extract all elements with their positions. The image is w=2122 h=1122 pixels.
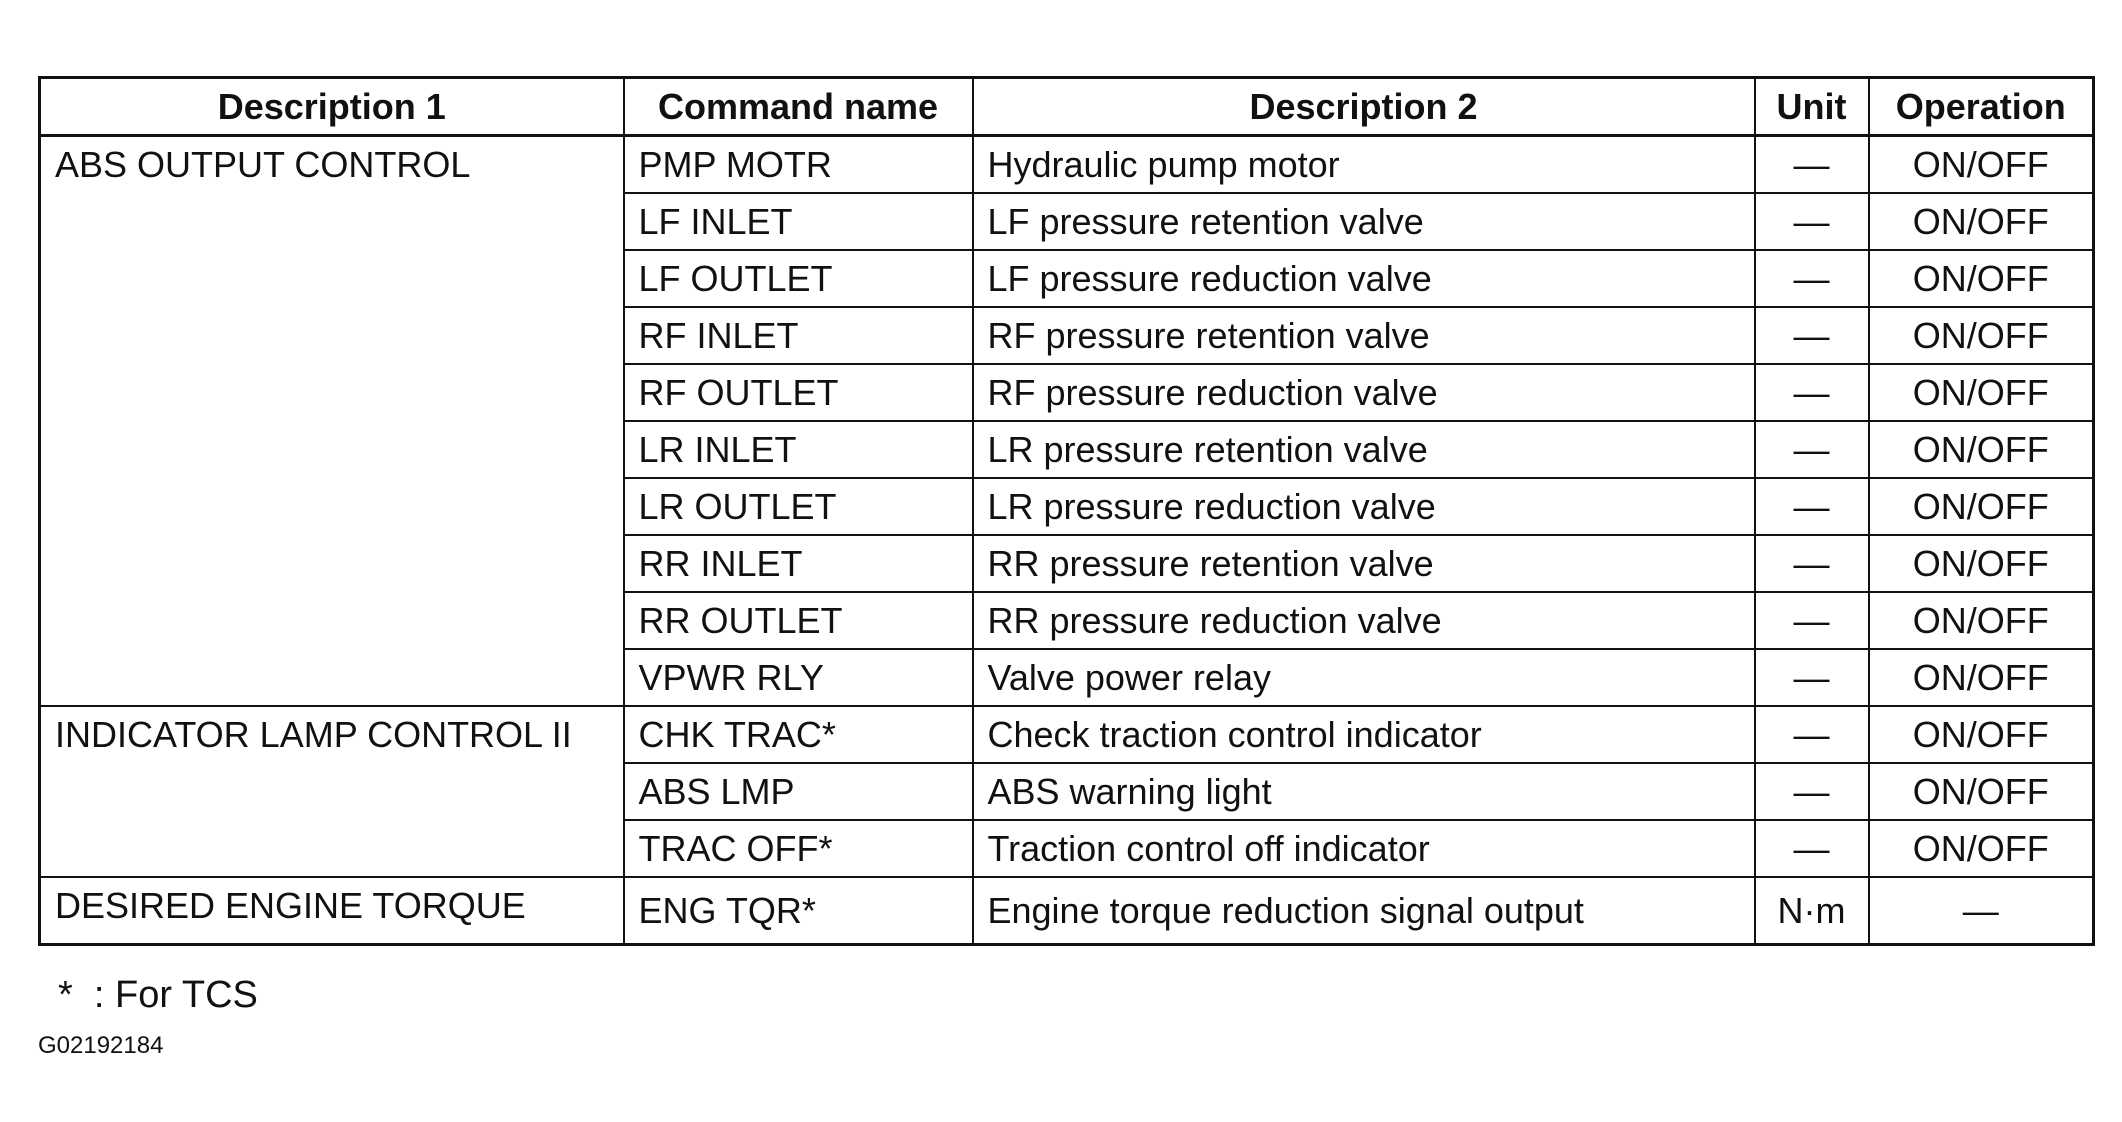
unit-cell: — bbox=[1755, 820, 1869, 877]
unit-cell: — bbox=[1755, 136, 1869, 194]
operation-cell: ON/OFF bbox=[1869, 250, 2094, 307]
unit-cell: — bbox=[1755, 307, 1869, 364]
unit-cell: — bbox=[1755, 706, 1869, 763]
operation-cell: ON/OFF bbox=[1869, 763, 2094, 820]
command-name-cell: ABS LMP bbox=[624, 763, 973, 820]
unit-cell: — bbox=[1755, 421, 1869, 478]
header-description-2: Description 2 bbox=[973, 78, 1755, 136]
description-2-cell: Valve power relay bbox=[973, 649, 1755, 706]
table-header-row bbox=[40, 78, 2094, 136]
description-2-cell: Engine torque reduction signal output bbox=[973, 877, 1755, 945]
description-2-cell: RR pressure retention valve bbox=[973, 535, 1755, 592]
table-body bbox=[40, 136, 2094, 945]
unit-cell: — bbox=[1755, 478, 1869, 535]
description-2-cell: LR pressure reduction valve bbox=[973, 478, 1755, 535]
command-name-cell: ENG TQR* bbox=[624, 877, 973, 945]
header-description-1: Description 1 bbox=[40, 78, 624, 136]
description-2-cell: RF pressure reduction valve bbox=[973, 364, 1755, 421]
unit-cell: — bbox=[1755, 364, 1869, 421]
table-row bbox=[40, 706, 2094, 763]
operation-cell: ON/OFF bbox=[1869, 592, 2094, 649]
header-command-name: Command name bbox=[624, 78, 973, 136]
operation-cell: ON/OFF bbox=[1869, 307, 2094, 364]
command-name-cell: LR INLET bbox=[624, 421, 973, 478]
unit-cell: — bbox=[1755, 592, 1869, 649]
command-name-cell: RR OUTLET bbox=[624, 592, 973, 649]
operation-cell: ON/OFF bbox=[1869, 421, 2094, 478]
operation-cell: ON/OFF bbox=[1869, 706, 2094, 763]
table-row bbox=[40, 877, 2094, 945]
operation-cell: ON/OFF bbox=[1869, 136, 2094, 194]
figure-id: G02192184 bbox=[38, 1032, 164, 1059]
description-2-cell: Traction control off indicator bbox=[973, 820, 1755, 877]
operation-cell: ON/OFF bbox=[1869, 535, 2094, 592]
description-2-cell: ABS warning light bbox=[973, 763, 1755, 820]
operation-cell: ON/OFF bbox=[1869, 193, 2094, 250]
command-name-cell: VPWR RLY bbox=[624, 649, 973, 706]
description-2-cell: RF pressure retention valve bbox=[973, 307, 1755, 364]
operation-cell: ON/OFF bbox=[1869, 478, 2094, 535]
command-table bbox=[38, 76, 2095, 946]
command-name-cell: RF INLET bbox=[624, 307, 973, 364]
unit-cell: — bbox=[1755, 649, 1869, 706]
unit-cell: N·m bbox=[1755, 877, 1869, 945]
description-2-cell: LR pressure retention valve bbox=[973, 421, 1755, 478]
description-1-cell: DESIRED ENGINE TORQUE bbox=[40, 877, 624, 945]
table-row bbox=[40, 136, 2094, 194]
command-name-cell: LF INLET bbox=[624, 193, 973, 250]
header-unit: Unit bbox=[1755, 78, 1869, 136]
description-1-cell: ABS OUTPUT CONTROL bbox=[40, 136, 624, 707]
footnote: * : For TCS bbox=[58, 974, 258, 1016]
command-name-cell: RF OUTLET bbox=[624, 364, 973, 421]
unit-cell: — bbox=[1755, 250, 1869, 307]
command-name-cell: PMP MOTR bbox=[624, 136, 973, 194]
description-2-cell: LF pressure reduction valve bbox=[973, 250, 1755, 307]
operation-cell: — bbox=[1869, 877, 2094, 945]
operation-cell: ON/OFF bbox=[1869, 820, 2094, 877]
description-2-cell: LF pressure retention valve bbox=[973, 193, 1755, 250]
description-2-cell: RR pressure reduction valve bbox=[973, 592, 1755, 649]
unit-cell: — bbox=[1755, 535, 1869, 592]
description-2-cell: Check traction control indicator bbox=[973, 706, 1755, 763]
command-name-cell: RR INLET bbox=[624, 535, 973, 592]
command-name-cell: TRAC OFF* bbox=[624, 820, 973, 877]
unit-cell: — bbox=[1755, 193, 1869, 250]
command-name-cell: LF OUTLET bbox=[624, 250, 973, 307]
command-name-cell: LR OUTLET bbox=[624, 478, 973, 535]
unit-cell: — bbox=[1755, 763, 1869, 820]
operation-cell: ON/OFF bbox=[1869, 649, 2094, 706]
header-operation: Operation bbox=[1869, 78, 2094, 136]
description-2-cell: Hydraulic pump motor bbox=[973, 136, 1755, 194]
operation-cell: ON/OFF bbox=[1869, 364, 2094, 421]
command-name-cell: CHK TRAC* bbox=[624, 706, 973, 763]
description-1-cell: INDICATOR LAMP CONTROL II bbox=[40, 706, 624, 877]
